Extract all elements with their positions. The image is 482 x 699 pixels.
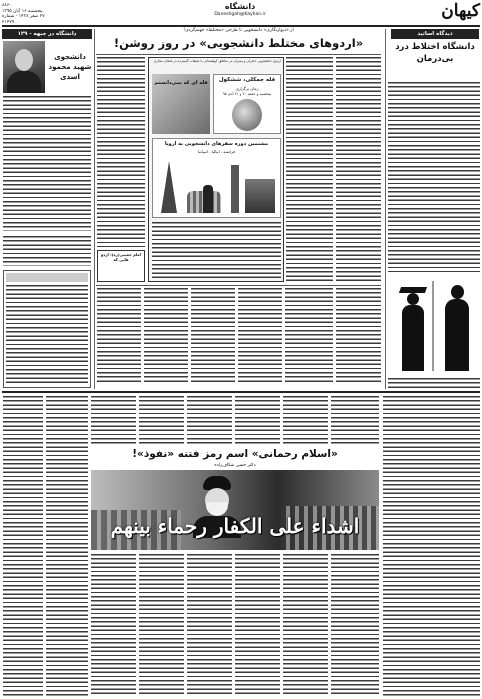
headline-rule <box>96 54 381 55</box>
left-column-text <box>3 96 91 231</box>
left-column-text-2 <box>3 236 91 266</box>
lower-body-col-4 <box>235 554 280 696</box>
main-body-2 <box>144 288 188 384</box>
poster1-sub: زمان برگزاری <box>235 86 259 91</box>
big-ben <box>231 165 239 213</box>
masthead <box>0 0 482 24</box>
poster1-date: پنجشنبه و جمعه ۲۰ و ۲۱ آبان ۹۵ <box>222 92 272 96</box>
right-column-text <box>388 82 480 272</box>
poster1 <box>213 74 281 134</box>
date-line: پنجشنبه ۱۶ آبان ۱۳۹۵ <box>2 8 43 14</box>
edition-info <box>2 3 54 25</box>
main-headline: «اردوهای مختلط دانشجویی» در روز روشن! <box>113 36 364 50</box>
lower-right-col <box>383 396 480 696</box>
split-illustration <box>388 275 480 375</box>
right-column-text-bottom <box>388 378 480 390</box>
poster2 <box>152 138 281 218</box>
masthead-divider <box>2 25 480 27</box>
right-box-header: دیدگاه اساتید <box>391 29 479 39</box>
section-title: دانشگاه <box>224 2 256 11</box>
main-text-col-b <box>286 57 333 282</box>
lower-intro-col-1 <box>91 396 136 444</box>
main-text-col-c <box>336 57 381 282</box>
header-strapline: از «دیوارنگاری» دانشجویی تا طرحی «مختلط» جهنم‌گردی! <box>183 28 294 33</box>
right-title: دانشگاه اختلاط درد بی‌درمان <box>395 42 475 64</box>
book-cover <box>152 74 210 134</box>
eiffel-tower <box>161 161 177 213</box>
portrait-shoulders <box>7 71 41 93</box>
main-text-col-a <box>97 57 145 247</box>
martyr-portrait <box>3 41 45 93</box>
lower-headline: «اسلام رحمانی» اسم رمز فتنه «نفوذ»! <box>132 448 338 460</box>
female-body <box>445 299 469 371</box>
newspaper-logo: کیهان <box>441 1 480 21</box>
lower-intro-col-5 <box>283 396 328 444</box>
lower-intro-col-2 <box>139 396 184 444</box>
book-caption: قله ای که نمی‌دانستم <box>154 80 208 86</box>
section-divider <box>2 391 480 393</box>
left-box-title: دانشگاه در جبهه - ۱۲۹ <box>2 29 92 39</box>
left-sidebar-title <box>6 273 88 282</box>
poster2-title: مشتمین دوره سفرهای دانشجویی به اروپا <box>164 141 269 147</box>
edition-number: ۸۸۶۰ <box>2 3 12 8</box>
lower-text-col-1 <box>3 396 43 696</box>
female-head <box>451 285 464 299</box>
main-body-6 <box>336 288 381 384</box>
lower-intro-col-3 <box>187 396 232 444</box>
banner-image <box>91 470 379 550</box>
graduate-silhouette <box>400 287 426 371</box>
poster-footnote <box>152 222 281 278</box>
lower-intro-col-6 <box>331 396 379 444</box>
main-body-3 <box>191 288 235 384</box>
poster1-title: قله جمکلی، ششکول <box>218 77 276 83</box>
poster-frame <box>148 57 284 282</box>
lower-body-col-1 <box>91 554 136 696</box>
lower-byline: دکتر حسن شکاف‌زاده <box>214 463 256 468</box>
travellers <box>203 185 213 213</box>
tower-bridge <box>245 179 275 213</box>
column-rule <box>94 29 95 389</box>
right-column-rule <box>385 29 386 389</box>
lower-body-col-6 <box>331 554 379 696</box>
banner-calligraphy: اشداء علی الکفار رحماء بینهم <box>110 514 360 538</box>
poster1-photo <box>232 99 262 131</box>
lower-body-col-2 <box>139 554 184 696</box>
poster-intro: اردوی دانشجویی دختران و پسران در مناطق کوهستانی با تبلیغات گسترده در فضای مجازی <box>153 59 281 63</box>
split-crack <box>432 281 434 371</box>
female-silhouette <box>444 285 470 371</box>
graduate-head <box>407 293 419 305</box>
lower-text-col-2 <box>46 396 88 696</box>
main-body-4 <box>238 288 282 384</box>
poster2-sub: فرانسه - ایتالیا - اسپانیا <box>198 149 235 154</box>
date-line-hijri: ۲۷ صفر ۱۴۳۸ - شماره ۲۱۴۷۹ <box>2 14 45 25</box>
main-lower-rule <box>96 285 381 286</box>
notice-title: امام خمینی(ره): اردو هایی که <box>101 252 141 262</box>
portrait-head <box>15 49 33 71</box>
lower-body-col-3 <box>187 554 232 696</box>
lower-intro-col-4 <box>235 396 280 444</box>
martyr-caption: دانشجوی شهید محمود اسدی <box>48 53 92 81</box>
lower-body-col-5 <box>283 554 328 696</box>
main-body-5 <box>285 288 333 384</box>
main-body-1 <box>97 288 141 384</box>
graduate-body <box>402 305 424 371</box>
left-sidebar-text <box>6 285 88 385</box>
website-link[interactable]: Daneshgah@Kayhan.ir <box>214 12 266 17</box>
